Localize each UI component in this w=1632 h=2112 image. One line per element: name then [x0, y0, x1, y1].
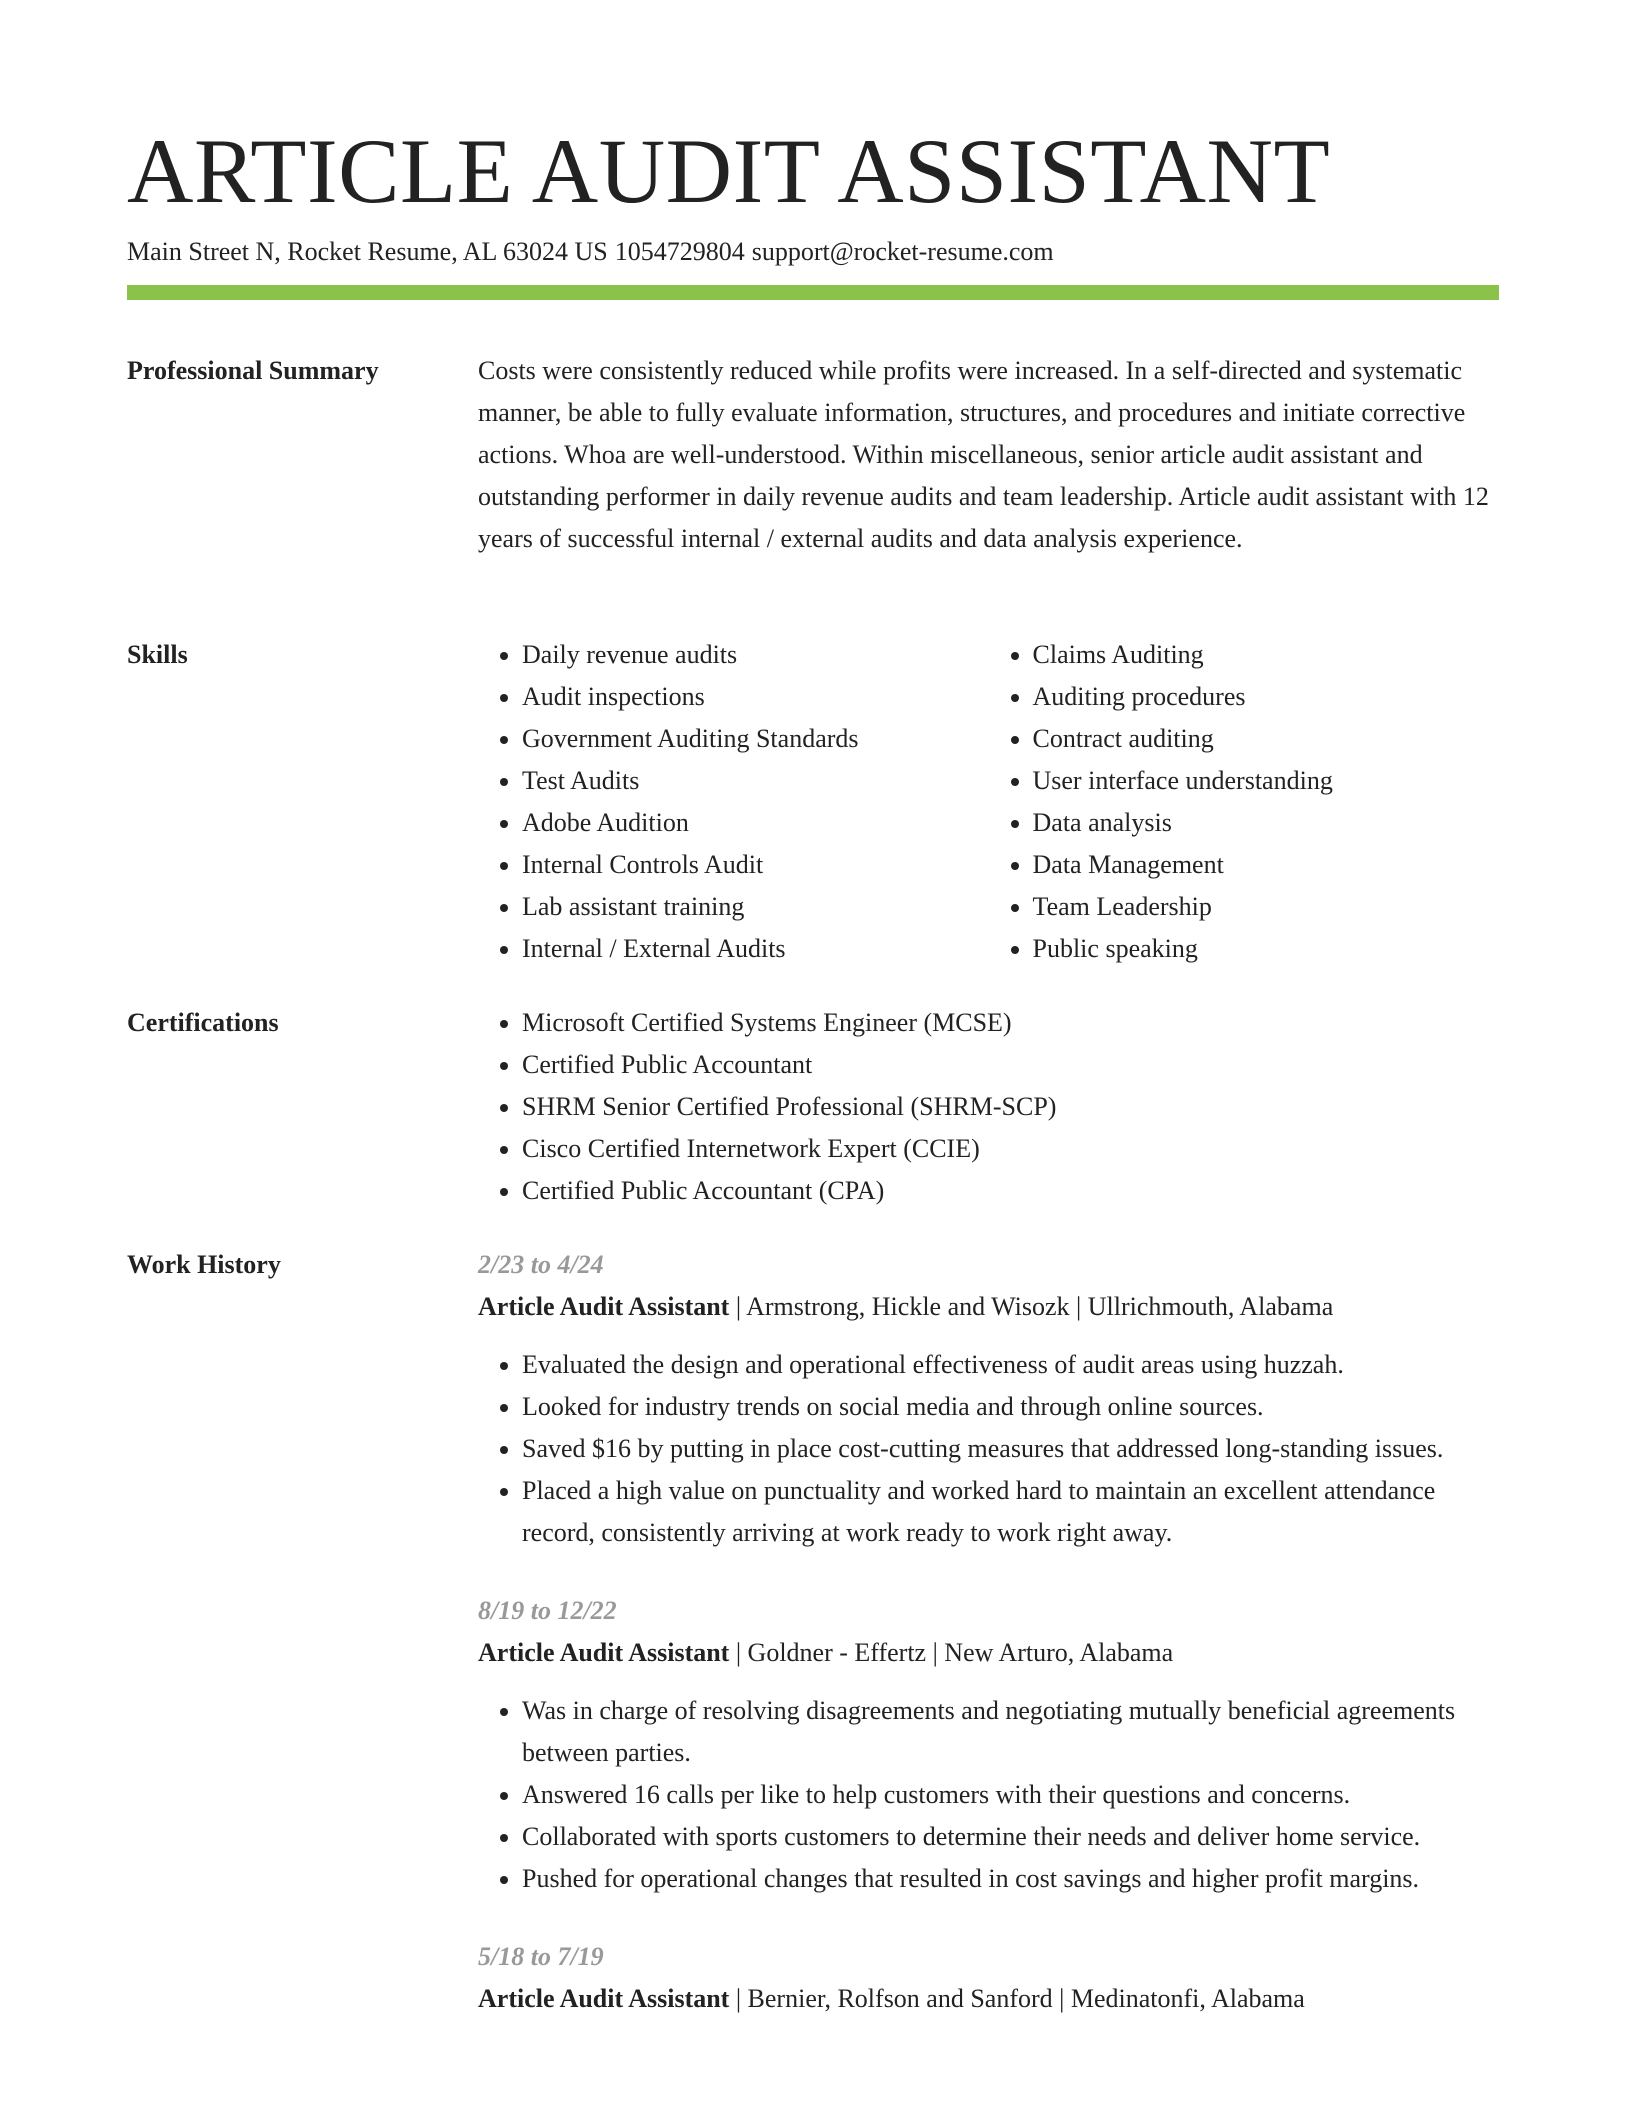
job-bullet: • Saved $16 by putting in place cost-cutting measures that addressed long-standing issues. — [522, 1428, 1499, 1470]
job-dates: 2/23 to 4/24 — [478, 1250, 604, 1279]
job-bullet: • Looked for industry trends on social media and through online sources. — [522, 1386, 1499, 1428]
contact-phone: 1054729804 — [614, 237, 745, 266]
skill-item: • Adobe Audition — [522, 802, 989, 844]
job-entry — [478, 1936, 1499, 2020]
certifications-list — [478, 1002, 1499, 1212]
skill-item: • Data analysis — [1033, 802, 1500, 844]
skill-item: • Claims Auditing — [1033, 634, 1500, 676]
skill-item: • Lab assistant training — [522, 886, 989, 928]
skill-item: • Internal Controls Audit — [522, 844, 989, 886]
candidate-name: ARTICLE AUDIT ASSISTANT — [127, 120, 1331, 222]
skills-list-right — [989, 634, 1500, 970]
job-bullet: • Evaluated the design and operational effectiveness of audit areas using huzzah. — [522, 1344, 1499, 1386]
skills-body — [478, 634, 1499, 970]
certification-item: • Certified Public Accountant (CPA) — [522, 1170, 1499, 1212]
job-employer-location: | Armstrong, Hickle and Wisozk | Ullrichmouth, Alabama — [729, 1292, 1334, 1321]
skill-item: • Internal / External Audits — [522, 928, 989, 970]
contact-line — [127, 234, 1499, 270]
job-dates: 5/18 to 7/19 — [478, 1942, 604, 1971]
job-bullets — [478, 1690, 1499, 1900]
certification-item: • Cisco Certified Internetwork Expert (CCIE) — [522, 1128, 1499, 1170]
job-heading — [478, 1978, 1499, 2020]
skill-item: • User interface understanding — [1033, 760, 1500, 802]
skill-item: • Public speaking — [1033, 928, 1500, 970]
section-title-summary: Professional Summary — [127, 356, 379, 385]
summary-body — [478, 350, 1499, 560]
accent-divider — [127, 285, 1499, 300]
work-history-body — [478, 1244, 1499, 2056]
job-bullets — [478, 1344, 1499, 1554]
skills-columns — [478, 634, 1499, 970]
skill-item: • Government Auditing Standards — [522, 718, 989, 760]
certification-item: • Microsoft Certified Systems Engineer (MCSE) — [522, 1002, 1499, 1044]
skill-item: • Auditing procedures — [1033, 676, 1500, 718]
job-title: Article Audit Assistant — [478, 1638, 730, 1667]
job-dates: 8/19 to 12/22 — [478, 1596, 617, 1625]
job-bullet: • Answered 16 calls per like to help customers with their questions and concerns. — [522, 1774, 1499, 1816]
skill-item: • Audit inspections — [522, 676, 989, 718]
job-title: Article Audit Assistant — [478, 1292, 730, 1321]
contact-address: Main Street N, Rocket Resume, AL 63024 US — [127, 237, 608, 266]
summary-text: Costs were consistently reduced while profits were increased. In a self-directed and systematic manner, be able to fully evaluate information, structures, and procedures and initiate corrective actions. Whoa are well-understood. Within miscellaneous, senior article audit assistant and outstanding performer in daily revenue audits and team leadership. Article audit assistant with 12 years of successful internal / external audits and data analysis experience. — [478, 356, 1489, 553]
job-bullet: • Was in charge of resolving disagreements and negotiating mutually beneficial agreements between parties. — [522, 1690, 1499, 1774]
job-entry — [478, 1590, 1499, 1900]
job-employer-location: | Bernier, Rolfson and Sanford | Medinatonfi, Alabama — [729, 1984, 1305, 2013]
job-bullet: • Placed a high value on punctuality and worked hard to maintain an excellent attendance record, consistently arriving at work ready to work right away. — [522, 1470, 1499, 1554]
section-title-skills: Skills — [127, 640, 188, 669]
skill-item: • Team Leadership — [1033, 886, 1500, 928]
job-bullet: • Pushed for operational changes that resulted in cost savings and higher profit margins. — [522, 1858, 1499, 1900]
job-employer-location: | Goldner - Effertz | New Arturo, Alabama — [729, 1638, 1174, 1667]
job-title: Article Audit Assistant — [478, 1984, 730, 2013]
skill-item: • Daily revenue audits — [522, 634, 989, 676]
skills-list-left — [478, 634, 989, 970]
contact-email[interactable]: support@rocket-resume.com — [751, 237, 1054, 266]
job-heading — [478, 1286, 1499, 1328]
skill-item: • Data Management — [1033, 844, 1500, 886]
skill-item: • Contract auditing — [1033, 718, 1500, 760]
certification-item: • Certified Public Accountant — [522, 1044, 1499, 1086]
skill-item: • Test Audits — [522, 760, 989, 802]
section-title-certifications: Certifications — [127, 1008, 279, 1037]
job-bullet: • Collaborated with sports customers to determine their needs and deliver home service. — [522, 1816, 1499, 1858]
resume-header — [127, 118, 1499, 270]
job-heading — [478, 1632, 1499, 1674]
certifications-body — [478, 1002, 1499, 1212]
job-entry — [478, 1244, 1499, 1554]
certification-item: • SHRM Senior Certified Professional (SHRM-SCP) — [522, 1086, 1499, 1128]
section-title-work-history: Work History — [127, 1250, 281, 1279]
